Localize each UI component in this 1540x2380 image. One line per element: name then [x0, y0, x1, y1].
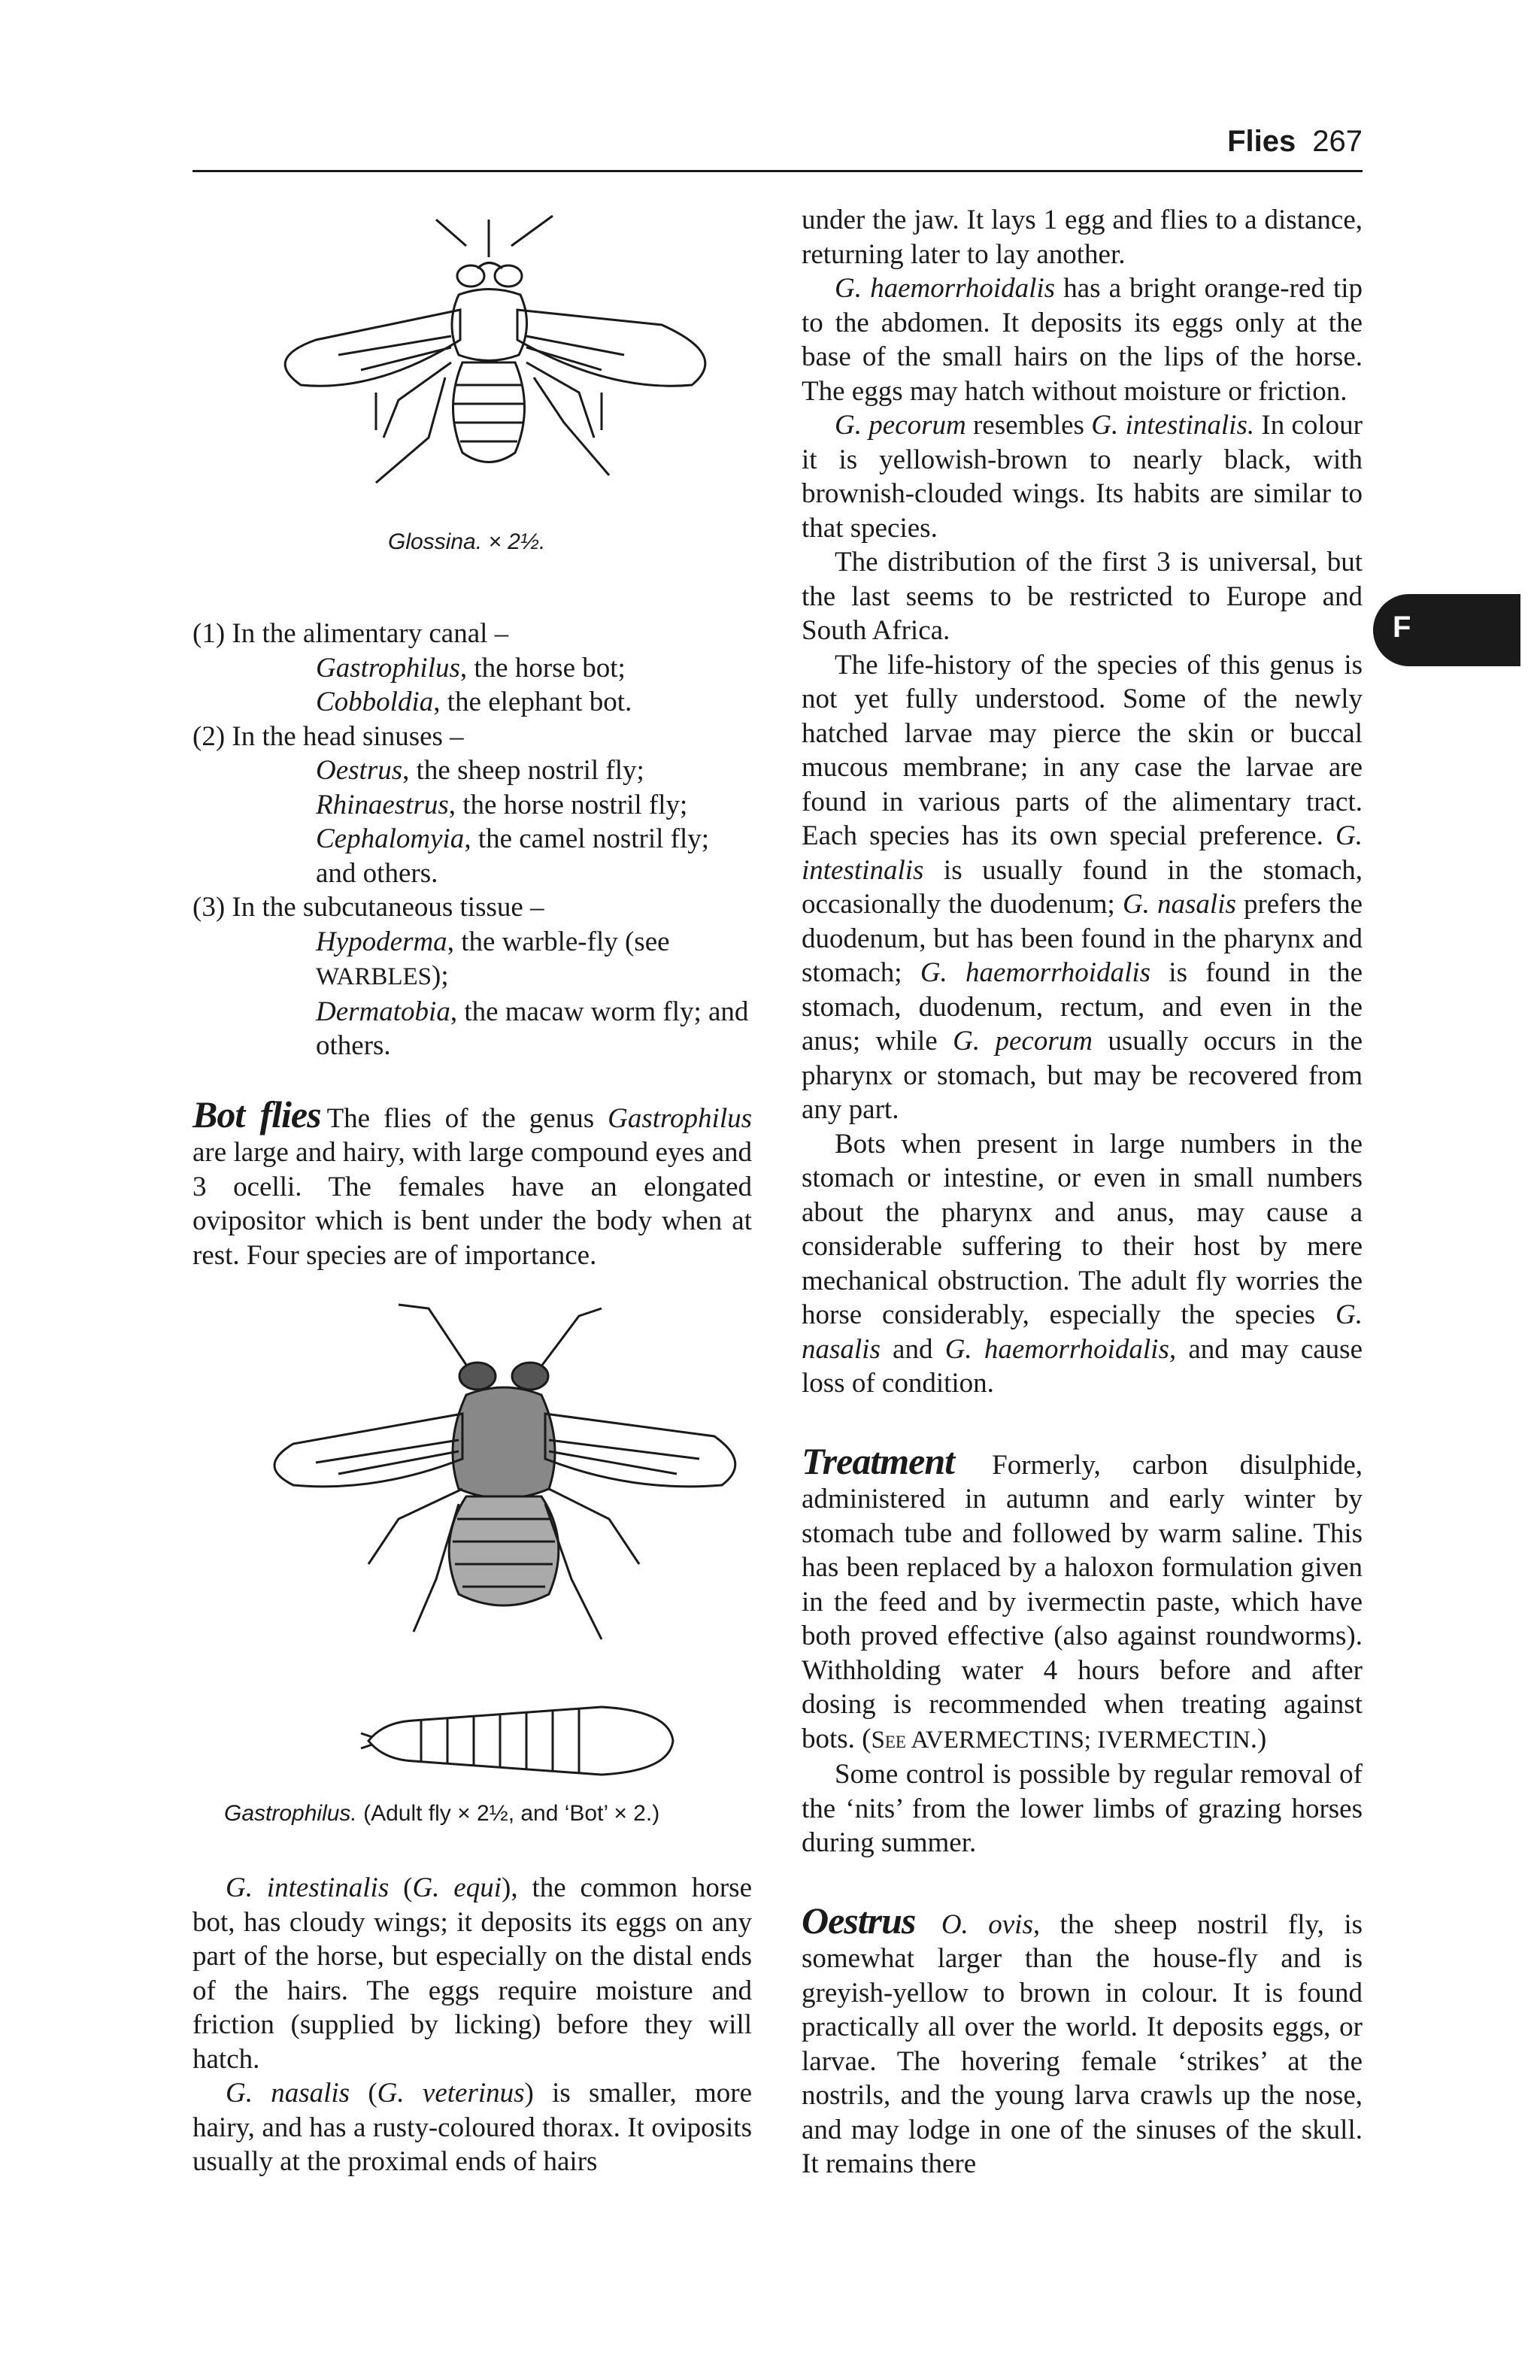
thumb-tab-letter: F	[1393, 611, 1411, 644]
spacer	[192, 1063, 752, 1098]
section-thumb-tab	[1373, 594, 1520, 666]
paragraph-text: In colour it is yellowish-brown to nearly black, with brownish-clouded wings. Its habits are similar to that species.	[802, 410, 1363, 544]
paragraph-text: Bots when present in large numbers in the stomach or intestine, or even in small numbers about the pharynx and anus, may cause a considerable suffering to their host by mere mechanical obstruction. The adult fly worries the horse considerably, especially the species	[802, 1128, 1363, 1330]
entry-text: , the camel nostril fly; and others.	[316, 823, 710, 889]
cross-reference: WARBLES	[316, 963, 432, 990]
list-entry	[192, 651, 752, 686]
paragraph-text: is usually found in the stomach, occasionally the duodenum;	[802, 854, 1363, 920]
list-item-alimentary: (1) In the alimentary canal –	[192, 618, 509, 649]
entry-text: , the horse bot;	[459, 652, 626, 684]
paragraph-text: prefers the duodenum, but has been found in the pharynx and stomach;	[802, 889, 1363, 988]
paragraph-text: usually occurs in the pharynx or stomach, but may be recovered from any part.	[802, 1026, 1363, 1125]
paragraph-text: ), the common horse bot, has cloudy wings; it deposits its eggs on any part of the horse, but especially on the distal ends of the hairs. The eggs require moisture and friction (supplied by licking) before they will hatch.	[192, 1872, 752, 2075]
gastrophilus-caption	[224, 1801, 659, 1827]
list-item-subcutaneous: (3) In the subcutaneous tissue –	[192, 892, 544, 923]
species-name: G. pecorum	[953, 1026, 1093, 1057]
paragraph-text: , the sheep nostril fly, is somewhat larger than the house-fly and is greyish-yellow to brown in colour. It is found practically all over the world. It deposits eggs, or larvae. The hovering female ‘strikes’ at the nostrils, and the young larva crawls up the nose, and may lodge in one of the sinuses of the skull. It remains there	[802, 1909, 1363, 2179]
paragraph-text: resembles	[966, 410, 1092, 441]
entry-text: , the horse nostril fly;	[448, 789, 688, 820]
glossina-illustration	[248, 212, 744, 520]
list-entry	[192, 995, 752, 1063]
spacer	[802, 1860, 1363, 1904]
entry-text: );	[432, 960, 449, 991]
species-name: G. equi	[412, 1872, 502, 1903]
species-name: G. haemorrhoidalis	[920, 957, 1151, 988]
species-name: O. ovis	[941, 1909, 1033, 1940]
control-paragraph: Some control is possible by regular removal of the ‘nits’ from the lower limbs of grazing horses during summer.	[802, 1759, 1363, 1858]
nasalis-paragraph	[192, 2076, 752, 2179]
right-column	[802, 203, 1363, 2181]
species-name: G. nasalis	[1122, 889, 1236, 920]
header-rule	[192, 170, 1363, 172]
paragraph-text: has a bright orange-red tip to the abdomen. It deposits its eggs only at the base of the small hairs on the lips of the horse. The eggs may hatch without moisture or friction.	[802, 273, 1363, 407]
glossina-caption-name: Glossina.	[388, 529, 483, 554]
gastrophilus-larva-illustration	[353, 1677, 684, 1797]
paragraph-text: is found in the stomach, duodenum, rectum, and even in the anus; while	[802, 957, 1363, 1057]
cross-reference: AVERMECTINS; IVERMECTIN	[911, 1726, 1250, 1754]
left-column-lower	[192, 1871, 752, 2179]
intestinalis-paragraph	[192, 1871, 752, 2076]
oestrus-paragraph	[802, 1899, 1363, 2181]
paragraph-text: The life-history of the species of this genus is not yet fully understood. Some of the newly hatched larvae may pierce the skin or buccal mucous membrane; in any case the larvae are found in various parts of the alimentary tract. Each species has its own special preference.	[802, 649, 1363, 851]
distribution-paragraph: The distribution of the first 3 is universal, but the last seems to be restricted to Europe and South Africa.	[802, 547, 1363, 646]
list-entry	[192, 788, 752, 823]
species-name: G. haemorrhoidalis,	[944, 1333, 1177, 1365]
species-name: G. haemorrhoidalis	[835, 273, 1056, 304]
species-name: G. nasalis	[802, 1299, 1363, 1365]
paragraph-text: and	[880, 1333, 945, 1365]
left-column-upper	[192, 617, 752, 1272]
species-name: G. nasalis	[226, 2078, 350, 2109]
bots-paragraph	[802, 1127, 1363, 1401]
entry-text: , the elephant bot.	[433, 687, 632, 717]
paragraph-text: are large and hairy, with large compound eyes and 3 ocelli. The females have an elongated ovipositor which is bent under the body when at rest. Four species are of importance.	[192, 1137, 752, 1271]
list-entry	[192, 685, 752, 720]
paragraph-text: (	[350, 2078, 377, 2109]
paragraph-text: and may cause loss of condition.	[802, 1333, 1363, 1399]
species-name: G. veterinus	[377, 2078, 525, 2109]
running-head	[1227, 125, 1363, 159]
genus-name: Hypoderma	[316, 926, 447, 957]
species-name: G. intestinalis.	[1091, 410, 1255, 441]
list-entry	[192, 822, 752, 890]
species-name: G. intestinalis	[226, 1872, 390, 1903]
genus-name: Gastrophilus	[608, 1102, 752, 1134]
list-entry	[192, 753, 752, 788]
continuation-paragraph: under the jaw. It lays 1 egg and flies to a distance, returning later to lay another.	[802, 205, 1363, 270]
haemorrhoidalis-paragraph	[802, 271, 1363, 408]
bot-flies-paragraph	[192, 1093, 752, 1273]
running-head-title: Flies	[1227, 125, 1296, 158]
spacer	[802, 1401, 1363, 1445]
genus-name: Cobboldia	[316, 687, 434, 717]
paragraph-text: (	[389, 1872, 413, 1903]
cross-reference: See	[871, 1726, 911, 1754]
life-history-paragraph	[802, 648, 1363, 1127]
entry-text: , the sheep nostril fly;	[402, 755, 644, 786]
gastrophilus-caption-name: Gastrophilus.	[224, 1801, 357, 1826]
entry-text: , the macaw worm fly; and others.	[316, 996, 749, 1061]
genus-name: Rhinaestrus	[316, 789, 449, 820]
paragraph-text: Formerly, carbon disulphide, administered in autumn and early winter by stomach tube and followed by warm saline. This has been replaced by a haloxon formulation given in the feed and by ivermectin paste, which have both proved effective (also against roundworms). Withholding water 4 hours before and after dosing is recommended when treating against bots. (	[802, 1449, 1363, 1754]
section-heading: Bot flies	[192, 1093, 321, 1135]
paragraph-text: The flies of the genus	[326, 1102, 608, 1134]
species-name: G. pecorum	[835, 410, 966, 441]
list-entry	[192, 925, 752, 995]
section-heading: Oestrus	[802, 1899, 916, 1942]
page-number: 267	[1312, 125, 1363, 158]
section-heading: Treatment	[802, 1439, 955, 1482]
genus-name: Oestrus	[316, 755, 403, 786]
species-name: G. intestinalis	[802, 820, 1363, 886]
entry-text: , the warble-fly (see	[447, 926, 670, 957]
genus-name: Cephalomyia	[316, 823, 465, 854]
genus-name: Gastrophilus	[316, 652, 460, 684]
glossina-caption-scale: × 2½.	[488, 529, 546, 554]
gastrophilus-adult-illustration	[248, 1293, 759, 1715]
genus-name: Dermatobia	[316, 996, 450, 1027]
treatment-paragraph	[802, 1439, 1363, 1758]
paragraph-text: .)	[1250, 1723, 1267, 1754]
gastrophilus-caption-scale: (Adult fly × 2½, and ‘Bot’ × 2.)	[363, 1801, 660, 1826]
glossina-caption	[388, 529, 545, 555]
paragraph-text: ) is smaller, more hairy, and has a rusty-coloured thorax. It oviposits usually at the proximal ends of hairs	[192, 2078, 752, 2177]
pecorum-paragraph	[802, 408, 1363, 545]
list-item-head-sinuses: (2) In the head sinuses –	[192, 720, 464, 752]
